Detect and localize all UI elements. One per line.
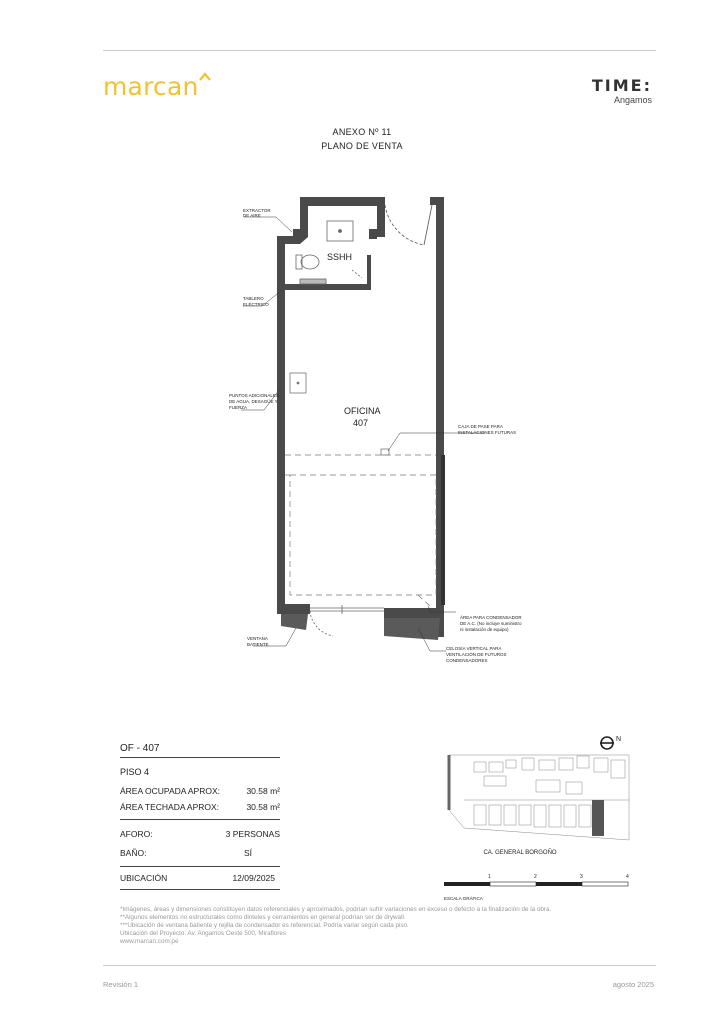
- label-ventana-1: VENTANA: [247, 636, 268, 641]
- label-cond-3: ni instalación de equipo): [460, 627, 509, 632]
- unit-location-marker: [592, 800, 604, 836]
- scale-bar: [444, 880, 634, 892]
- unit-code: OF - 407: [120, 743, 160, 754]
- label-cond-2: DE A.C. (No incluye suministro: [460, 621, 522, 626]
- label-celosia-2: VENTILACIÓN DE FUTUROS: [446, 652, 507, 657]
- label-extractor-1: EXTRACTOR: [243, 208, 271, 213]
- label-ventana-2: BATIENTE: [247, 642, 269, 647]
- scale-label: ESCALA GRÁFICA: [444, 896, 483, 901]
- area-ocupada-label: ÁREA OCUPADA APROX:: [120, 786, 220, 796]
- marcan-logo: marcan: [103, 72, 199, 101]
- room-oficina: OFICINA: [344, 406, 381, 416]
- bano-label: BAÑO:: [120, 848, 147, 858]
- annex-title: ANEXO Nº 11: [332, 127, 392, 137]
- ubicacion-value: 12/09/2025: [232, 873, 275, 883]
- time-logo-text: TIME:: [591, 76, 652, 95]
- north-label: N: [616, 736, 622, 743]
- street-name: CA. GENERAL BORGOÑO: [483, 850, 557, 856]
- area-techada-label: ÁREA TECHADA APROX:: [120, 802, 220, 812]
- aforo-row: [120, 829, 280, 839]
- bano-value: SÍ: [243, 848, 252, 858]
- scale-tick-4: 4: [626, 874, 629, 880]
- ubicacion-row: [120, 873, 280, 883]
- label-puntos-1: PUNTOS ADICIONALES: [229, 393, 279, 398]
- caja-pase: [381, 449, 389, 455]
- dashed-lines: [285, 455, 436, 608]
- room-number: 407: [353, 418, 369, 428]
- area-ocupada-row: [120, 786, 280, 796]
- footnote-line: **Algunos elementos no estructurales como dinteles y cerramientos en general podrían ser de drywall.: [120, 914, 406, 921]
- divider: [120, 757, 280, 758]
- label-celosia-1: CELOSÍA VERTICAL PARA: [446, 646, 502, 651]
- room-sshh: SSHH: [327, 252, 353, 262]
- area-techada-value: 30.58 m²: [246, 802, 280, 812]
- plan-title: PLANO DE VENTA: [321, 141, 403, 151]
- revision-label: Revisión 1: [103, 980, 139, 989]
- area-techada-row: [120, 802, 280, 812]
- ubicacion-label: UBICACIÓN: [120, 873, 168, 883]
- label-extractor-2: DE AIRE: [243, 213, 261, 218]
- label-caja-2: INSTALACIONES FUTURAS: [458, 430, 517, 435]
- divider: [120, 866, 280, 867]
- area-ocupada-value: 30.58 m²: [246, 786, 280, 796]
- footnote-line: www.marcan.com.pe: [120, 938, 179, 945]
- angamos-logo-text: Angamos: [613, 95, 652, 105]
- label-tablero-1: TABLERO: [243, 296, 264, 301]
- label-puntos-3: FUERZA: [229, 405, 247, 410]
- date-label: agosto 2025: [612, 980, 654, 989]
- label-caja-1: CAJA DE PASE PARA: [458, 424, 503, 429]
- scale-tick-1: 1: [488, 874, 491, 880]
- scale-tick-2: 2: [534, 874, 537, 880]
- key-plan: [444, 750, 634, 848]
- aforo-value: 3 PERSONAS: [225, 829, 280, 839]
- aforo-label: AFORO:: [120, 829, 153, 839]
- label-puntos-2: DE AGUA, DESAGÜE Y: [229, 399, 278, 404]
- floor-label: PISO 4: [120, 767, 150, 777]
- label-tablero-2: ELÉCTRICO: [243, 302, 269, 307]
- footnote-line: *Imágenes, áreas y dimensiones constituyen datos referenciales y aproximados, podrían sufrir variaciones en exceso o defecto a la finalización de la obra.: [120, 906, 552, 913]
- bano-row: [120, 848, 280, 858]
- divider: [120, 889, 280, 890]
- footnote-line: ***Ubicación de ventana batiente y rejilla de condensador es referencial. Podría variar según cada piso.: [120, 922, 409, 929]
- footnote-line: Ubicación del Proyecto: Av. Angamos Oeste 500, Miraflores: [120, 930, 287, 937]
- divider: [120, 819, 280, 820]
- label-celosia-3: CONDENSADORES: [446, 658, 488, 663]
- footnotes: [120, 906, 640, 946]
- north-arrow-icon: [599, 733, 625, 751]
- scale-tick-3: 3: [580, 874, 583, 880]
- window-batiente: [310, 605, 384, 636]
- entry-door: [385, 205, 432, 245]
- label-cond-1: ÁREA PARA CONDENSADOR: [460, 615, 522, 620]
